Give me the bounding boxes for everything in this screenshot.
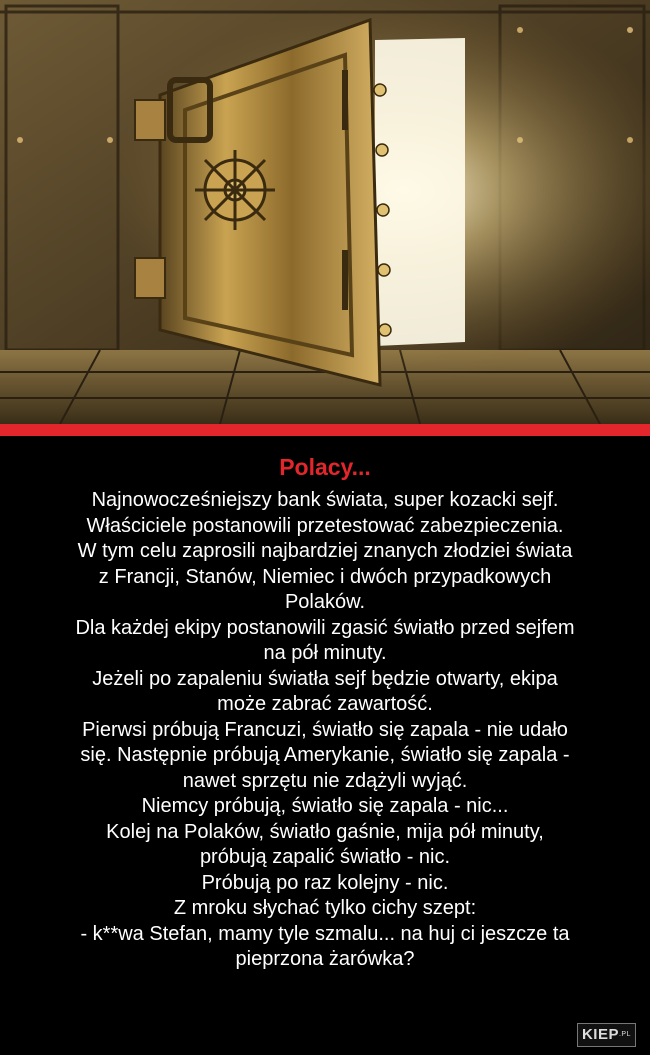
story-line: Dla każdej ekipy postanowili zgasić światło przed sejfem [75, 616, 575, 639]
story-line: Właściciele postanowili przetestować zabezpieczenia. [86, 514, 564, 537]
story-line: Kolej na Polaków, światło gaśnie, mija pół minuty, [106, 820, 544, 843]
watermark-brand: KIEP [581, 1026, 619, 1043]
story-line: W tym celu zaprosili najbardziej znanych złodziei świata [77, 540, 573, 562]
story-line: z Francji, Stanów, Niemiec i dwóch przypadkowych [98, 565, 552, 588]
story-line: na pół minuty. [263, 642, 387, 664]
story-line: - k**wa Stefan, mamy tyle szmalu... na huj ci jeszcze ta [80, 922, 570, 945]
story-line: Próbują po raz kolejny - nic. [201, 871, 449, 894]
story-line: nawet sprzętu nie zdążyli wyjąć. [182, 769, 468, 792]
story-line: się. Następnie próbują Amerykanie, światło się zapala - [80, 744, 570, 766]
story-panel [0, 436, 650, 1055]
red-divider [0, 424, 650, 436]
story-line: Z mroku słychać tylko cichy szept: [173, 897, 477, 919]
story-line: może zabrać zawartość. [217, 693, 433, 715]
story-line: Niemcy próbują, światło się zapala - nic... [141, 795, 509, 817]
story-line: Polaków. [284, 591, 366, 613]
story-line: próbują zapalić światło - nic. [199, 846, 451, 868]
story-line: Jeżeli po zapaleniu światła sejf będzie otwarty, ekipa [92, 667, 558, 690]
story-line: Pierwsi próbują Francuzi, światło się zapala - nie udało [82, 718, 568, 741]
story-text [14, 488, 636, 973]
story-line: pieprzona żarówka? [235, 948, 415, 970]
site-watermark [577, 1023, 636, 1047]
watermark-suffix: .PL [618, 1031, 631, 1038]
story-line: Najnowocześniejszy bank świata, super kozacki sejf. [91, 489, 559, 511]
post-title: Polacy... [279, 454, 371, 480]
vault-photo [0, 0, 650, 424]
vault-door-icon [0, 0, 650, 424]
